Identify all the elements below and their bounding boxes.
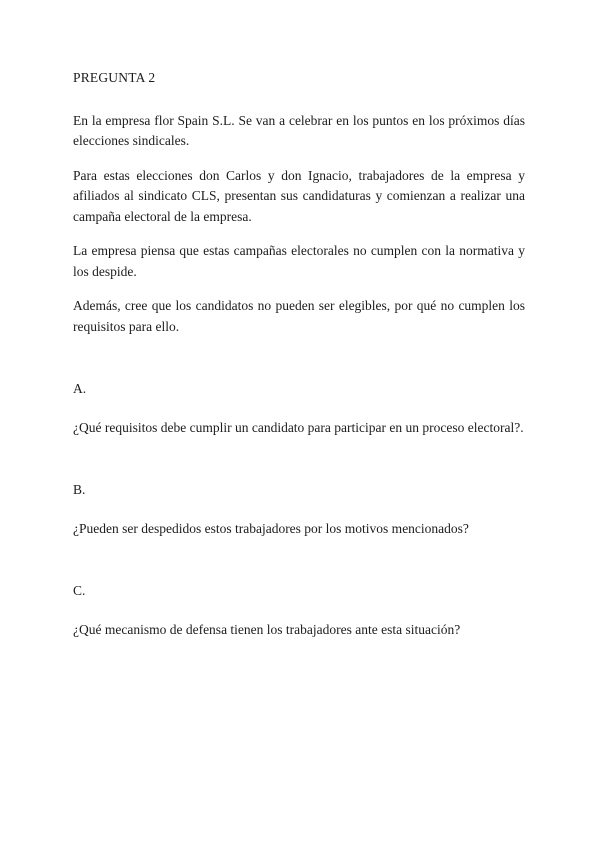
section-question: ¿Qué mecanismo de defensa tienen los trabajadores ante esta situación?: [73, 621, 461, 637]
section-label: C.: [73, 583, 86, 599]
paragraph: Para estas elecciones don Carlos y don Ignacio, trabajadores de la empresa y afiliados al sindicato CLS, presentan sus candidaturas y comienzan a realizar una campaña electoral de la empresa.: [73, 167, 525, 224]
section-question: ¿Qué requisitos debe cumplir un candidato para participar en un proceso electoral?.: [73, 419, 524, 435]
section-b: [73, 480, 525, 539]
section-a: [73, 379, 525, 438]
section-c: [73, 581, 525, 640]
section-label: B.: [73, 482, 86, 498]
paragraph: La empresa piensa que estas campañas electorales no cumplen con la normativa y los despide.: [73, 243, 525, 279]
paragraph: En la empresa flor Spain S.L. Se van a celebrar en los puntos en los próximos días elecciones sindicales.: [73, 112, 525, 149]
section-label: A.: [73, 381, 87, 397]
document-title: PREGUNTA 2: [73, 70, 156, 85]
paragraph: Además, cree que los candidatos no pueden ser elegibles, por qué no cumplen los requisitos para ello.: [73, 298, 525, 334]
section-question: ¿Pueden ser despedidos estos trabajadores por los motivos mencionados?: [73, 520, 469, 536]
